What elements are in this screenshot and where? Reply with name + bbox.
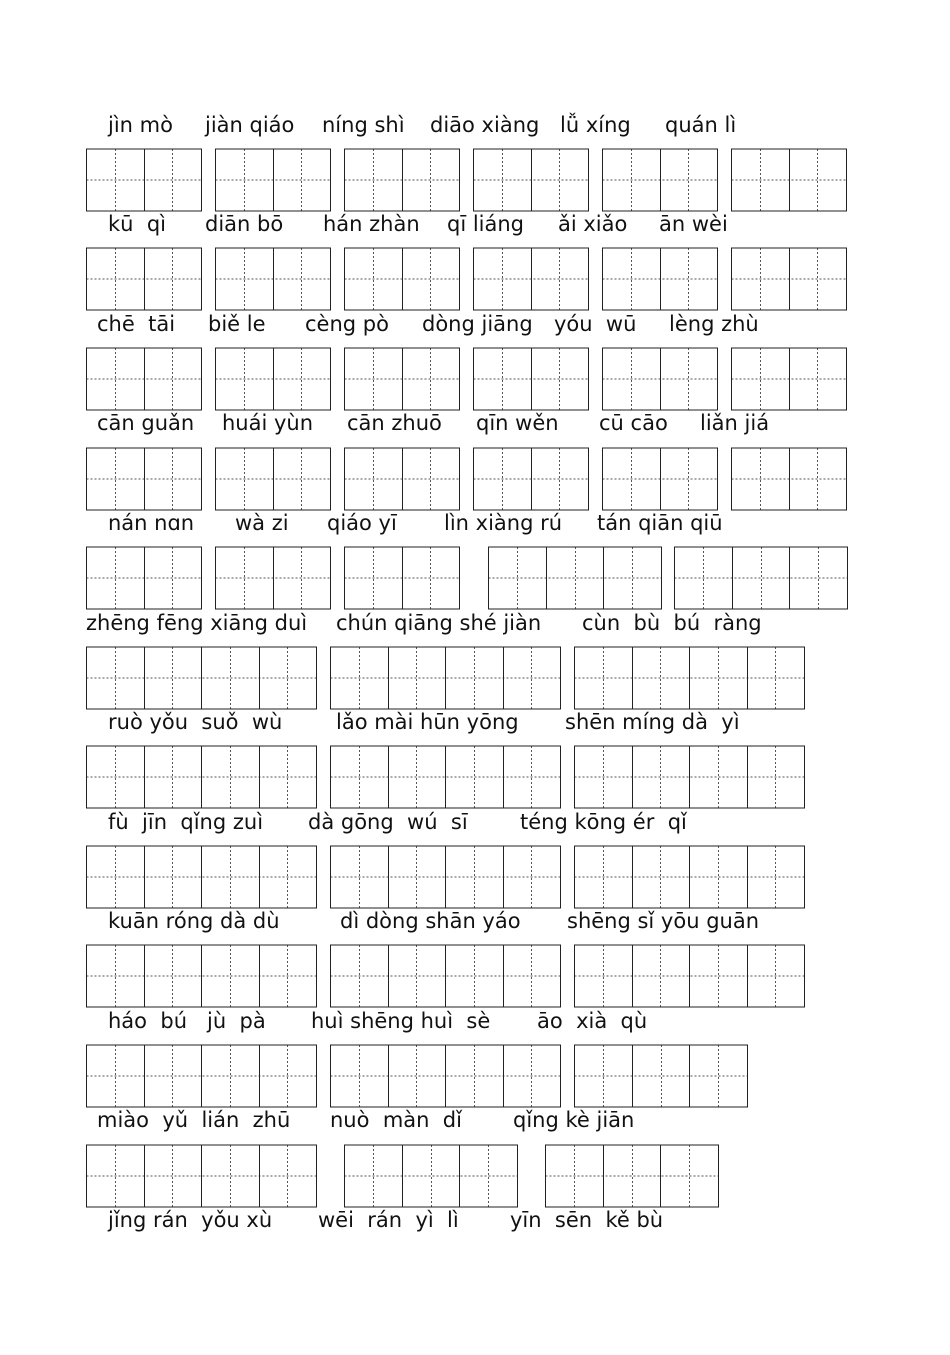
pinyin-label: huì shēng huì sè bbox=[311, 1009, 491, 1033]
pinyin-label: biě le bbox=[208, 312, 266, 336]
pinyin-label: ān wèi bbox=[659, 212, 728, 236]
pinyin-label: cū cāo bbox=[599, 411, 668, 435]
writing-box bbox=[215, 347, 331, 411]
pinyin-label: dòng jiāng bbox=[422, 312, 533, 336]
writing-box bbox=[473, 347, 589, 411]
writing-box bbox=[602, 247, 718, 311]
pinyin-label: cèng pò bbox=[305, 312, 389, 336]
writing-box bbox=[344, 148, 460, 212]
pinyin-label: nán nɑn bbox=[108, 511, 195, 535]
pinyin-label: qǐng kè jiān bbox=[513, 1108, 635, 1132]
writing-box bbox=[731, 347, 847, 411]
writing-box bbox=[86, 646, 317, 710]
pinyin-line bbox=[0, 1105, 950, 1135]
writing-box bbox=[344, 347, 460, 411]
pinyin-line bbox=[0, 906, 950, 936]
pinyin-line bbox=[0, 1205, 950, 1235]
writing-box bbox=[215, 546, 331, 610]
pinyin-line bbox=[0, 707, 950, 737]
pinyin-label: wēi rán yì lì bbox=[318, 1208, 459, 1232]
pinyin-label: jìn mò bbox=[108, 113, 173, 137]
pinyin-line bbox=[0, 110, 950, 140]
pinyin-label: quán lì bbox=[665, 113, 737, 137]
writing-box bbox=[344, 247, 460, 311]
pinyin-label: āo xià qù bbox=[537, 1009, 648, 1033]
writing-box bbox=[215, 447, 331, 511]
pinyin-label: lǎo mài hūn yōng bbox=[336, 710, 519, 734]
writing-box bbox=[330, 1044, 561, 1108]
writing-box bbox=[330, 944, 561, 1008]
pinyin-line bbox=[0, 408, 950, 438]
pinyin-line bbox=[0, 209, 950, 239]
pinyin-label: jiàn qiáo bbox=[205, 113, 295, 137]
writing-box bbox=[602, 447, 718, 511]
writing-box bbox=[574, 944, 805, 1008]
writing-grid-row bbox=[0, 1144, 950, 1208]
pinyin-label: chún qiāng shé jiàn bbox=[336, 611, 542, 635]
pinyin-label: jǐng rán yǒu xù bbox=[108, 1208, 273, 1232]
writing-box bbox=[473, 447, 589, 511]
pinyin-label: diān bō bbox=[205, 212, 284, 236]
writing-box bbox=[86, 447, 202, 511]
writing-grid-row bbox=[0, 1044, 950, 1108]
pinyin-line bbox=[0, 608, 950, 638]
pinyin-label: wà zi bbox=[235, 511, 289, 535]
pinyin-label: huái yùn bbox=[222, 411, 314, 435]
writing-box bbox=[574, 646, 805, 710]
writing-box bbox=[86, 148, 202, 212]
writing-box bbox=[86, 347, 202, 411]
pinyin-label: liǎn jiá bbox=[700, 411, 770, 435]
writing-box bbox=[731, 447, 847, 511]
writing-grid-row bbox=[0, 944, 950, 1008]
pinyin-line bbox=[0, 508, 950, 538]
writing-box bbox=[86, 546, 202, 610]
pinyin-label: dì dòng shān yáo bbox=[340, 909, 521, 933]
pinyin-label: dà gōng wú sī bbox=[308, 810, 468, 834]
writing-box bbox=[674, 546, 848, 610]
pinyin-label: yóu wū bbox=[554, 312, 637, 336]
writing-box bbox=[574, 1044, 748, 1108]
pinyin-label: zhēng fēng xiāng duì bbox=[86, 611, 308, 635]
pinyin-label: cān zhuō bbox=[347, 411, 442, 435]
pinyin-label: qī liáng bbox=[447, 212, 525, 236]
writing-box bbox=[330, 646, 561, 710]
writing-box bbox=[86, 944, 317, 1008]
writing-box bbox=[344, 546, 460, 610]
pinyin-label: lìn xiàng rú bbox=[444, 511, 563, 535]
writing-grid-row bbox=[0, 546, 950, 610]
writing-box bbox=[344, 447, 460, 511]
writing-grid-row bbox=[0, 646, 950, 710]
pinyin-label: nuò màn dǐ bbox=[330, 1108, 462, 1132]
writing-box bbox=[86, 745, 317, 809]
writing-box bbox=[731, 247, 847, 311]
pinyin-label: fù jīn qǐng zuì bbox=[108, 810, 264, 834]
writing-box bbox=[330, 745, 561, 809]
pinyin-label: téng kōng ér qǐ bbox=[520, 810, 687, 834]
writing-box bbox=[602, 347, 718, 411]
pinyin-label: diāo xiàng bbox=[430, 113, 540, 137]
writing-grid-row bbox=[0, 447, 950, 511]
pinyin-label: qīn wěn bbox=[476, 411, 559, 435]
pinyin-line bbox=[0, 309, 950, 339]
pinyin-label: cān guǎn bbox=[97, 411, 195, 435]
writing-box bbox=[574, 745, 805, 809]
writing-box bbox=[731, 148, 847, 212]
pinyin-label: hán zhàn bbox=[323, 212, 420, 236]
writing-box bbox=[344, 1144, 518, 1208]
writing-box bbox=[473, 247, 589, 311]
writing-grid-row bbox=[0, 247, 950, 311]
pinyin-label: níng shì bbox=[322, 113, 405, 137]
writing-grid-row bbox=[0, 148, 950, 212]
pinyin-label: yīn sēn kě bù bbox=[510, 1208, 664, 1232]
writing-box bbox=[86, 247, 202, 311]
writing-box bbox=[215, 148, 331, 212]
pinyin-label: lèng zhù bbox=[669, 312, 759, 336]
writing-box bbox=[602, 148, 718, 212]
writing-box bbox=[574, 845, 805, 909]
writing-box bbox=[86, 1144, 317, 1208]
pinyin-label: qiáo yī bbox=[327, 511, 397, 535]
writing-grid-row bbox=[0, 745, 950, 809]
pinyin-line bbox=[0, 807, 950, 837]
writing-box bbox=[488, 546, 662, 610]
writing-box bbox=[86, 845, 317, 909]
writing-grid-row bbox=[0, 845, 950, 909]
pinyin-label: miào yǔ lián zhū bbox=[97, 1108, 291, 1132]
pinyin-label: ruò yǒu suǒ wù bbox=[108, 710, 283, 734]
pinyin-label: tán qiān qiū bbox=[597, 511, 723, 535]
pinyin-label: cùn bù bú ràng bbox=[582, 611, 762, 635]
writing-box bbox=[545, 1144, 719, 1208]
writing-box bbox=[330, 845, 561, 909]
pinyin-label: kū qì bbox=[108, 212, 166, 236]
pinyin-label: chē tāi bbox=[97, 312, 176, 336]
pinyin-line bbox=[0, 1006, 950, 1036]
writing-box bbox=[473, 148, 589, 212]
pinyin-label: ǎi xiǎo bbox=[558, 212, 628, 236]
pinyin-label: lǚ xíng bbox=[560, 113, 631, 137]
pinyin-label: shēng sǐ yōu guān bbox=[567, 909, 760, 933]
pinyin-label: háo bú jù pà bbox=[108, 1009, 266, 1033]
writing-grid-row bbox=[0, 347, 950, 411]
writing-box bbox=[86, 1044, 317, 1108]
pinyin-label: kuān róng dà dù bbox=[108, 909, 280, 933]
pinyin-label: shēn míng dà yì bbox=[565, 710, 740, 734]
writing-box bbox=[215, 247, 331, 311]
